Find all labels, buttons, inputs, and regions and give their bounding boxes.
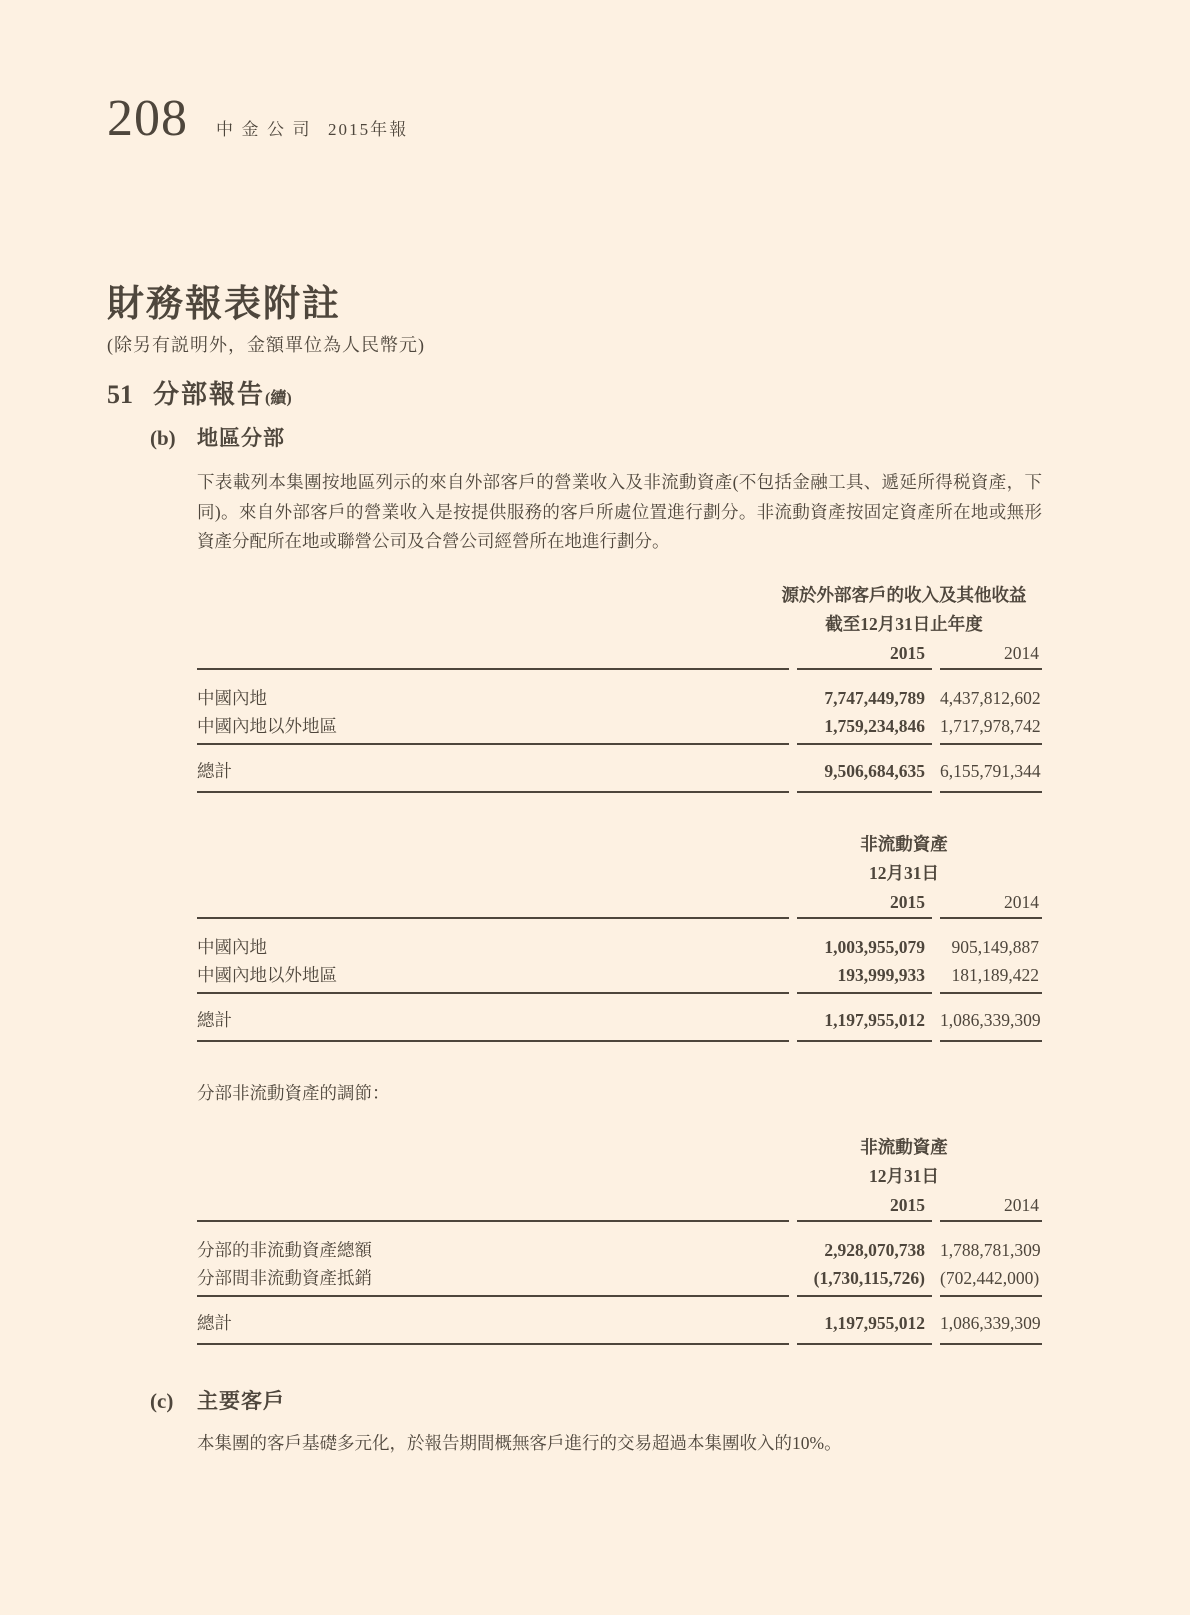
subsection-c-title: 主要客戶 (197, 1388, 285, 1413)
total-row (197, 1006, 1042, 1034)
row-label: 分部間非流動資產抵銷 (197, 1267, 372, 1288)
section-heading (107, 379, 1190, 410)
year-column-2014: 2014 (1004, 1194, 1039, 1215)
table-rule-bottom (197, 791, 1042, 793)
year-header-row (197, 888, 1042, 917)
value-2015: 9,506,684,635 (824, 760, 925, 781)
row-label: 總計 (197, 1312, 232, 1333)
value-2014: 1,717,978,742 (940, 715, 1041, 736)
value-2014: 6,155,791,344 (940, 760, 1041, 781)
total-row (197, 1309, 1042, 1337)
subsection-b-title: 地區分部 (197, 426, 285, 451)
row-label: 中國內地 (197, 687, 267, 708)
year-column-2015: 2015 (890, 1194, 925, 1215)
value-2015: 2,928,070,738 (824, 1239, 925, 1260)
row-label: 總計 (197, 1009, 232, 1030)
row-label: 中國內地以外地區 (197, 715, 337, 736)
page-number: 208 (107, 90, 188, 147)
row-label: 中國內地以外地區 (197, 964, 337, 985)
value-2014: 1,086,339,309 (940, 1009, 1041, 1030)
value-2014: 905,149,887 (951, 936, 1039, 957)
table-row (197, 961, 1042, 989)
year-column-2015: 2015 (890, 891, 925, 912)
noncurrent-assets-table (197, 830, 1042, 1042)
value-2014: 1,086,339,309 (940, 1312, 1041, 1333)
value-2014: 4,437,812,602 (940, 687, 1041, 708)
table-row (197, 933, 1042, 961)
noncurrent-table-header (775, 830, 1033, 888)
value-2014: 1,788,781,309 (940, 1239, 1041, 1260)
row-label: 中國內地 (197, 936, 267, 957)
value-2015: (1,730,115,726) (813, 1267, 925, 1288)
value-2015: 1,197,955,012 (824, 1009, 925, 1030)
section-continued: (續) (265, 390, 292, 408)
value-2015: 1,003,955,079 (824, 936, 925, 957)
subsection-b-heading (150, 422, 1190, 452)
table-header-line2: 截至12月31日止年度 (825, 613, 983, 634)
value-2014: 181,189,422 (951, 964, 1039, 985)
year-column-2014: 2014 (1004, 642, 1039, 663)
table-body (197, 933, 1042, 989)
row-label: 分部的非流動資產總額 (197, 1239, 372, 1260)
page-header (0, 0, 1190, 145)
value-2015: 1,197,955,012 (824, 1312, 925, 1333)
table-rule-top (197, 917, 1042, 919)
year-column-2015: 2015 (890, 642, 925, 663)
row-label: 總計 (197, 760, 232, 781)
section-number: 51 (107, 380, 133, 410)
table-rule-mid (197, 743, 1042, 745)
table-rule-bottom (197, 1040, 1042, 1042)
year-header-row (197, 639, 1042, 668)
table-rule-mid (197, 992, 1042, 994)
subsection-b-label: (b) (150, 426, 176, 451)
table-rule-top (197, 1220, 1042, 1222)
table-header-line2: 12月31日 (869, 1165, 939, 1186)
table-body (197, 1236, 1042, 1292)
value-2014: (702,442,000) (940, 1267, 1040, 1288)
table-header-line1: 源於外部客戶的收入及其他收益 (781, 584, 1027, 605)
table-row (197, 1264, 1042, 1292)
table-header-line1: 非流動資產 (860, 833, 948, 854)
table-body (197, 684, 1042, 740)
spacer (197, 1191, 789, 1220)
table-header-line2: 12月31日 (869, 862, 939, 883)
table-rule-mid (197, 1295, 1042, 1297)
value-2015: 193,999,933 (837, 964, 925, 985)
year-column-2014: 2014 (1004, 891, 1039, 912)
spacer (197, 888, 789, 917)
revenue-table-header (775, 581, 1033, 639)
reconciliation-table-header (775, 1133, 1033, 1191)
revenue-table (197, 581, 1042, 793)
total-row (197, 757, 1042, 785)
year-header-row (197, 1191, 1042, 1220)
subsection-c-label: (c) (150, 1388, 174, 1413)
reconciliation-table (197, 1133, 1042, 1345)
table-row (197, 1236, 1042, 1264)
table-rule-top (197, 668, 1042, 670)
report-year: 2015年報 (328, 120, 409, 139)
table-row (197, 684, 1042, 712)
section-title: 分部報告 (153, 380, 266, 410)
page-subtitle: (除另有説明外，金額單位為人民幣元) (107, 334, 425, 355)
value-2015: 7,747,449,789 (824, 687, 925, 708)
company-name: 中金公司 (216, 120, 318, 139)
reconciliation-intro: 分部非流動資產的調節： (197, 1082, 390, 1103)
table-row (197, 712, 1042, 740)
table-rule-bottom (197, 1343, 1042, 1345)
subsection-c-heading (150, 1385, 1190, 1415)
table-header-line1: 非流動資產 (860, 1136, 948, 1157)
value-2015: 1,759,234,846 (824, 715, 925, 736)
spacer (197, 639, 789, 668)
major-customers-paragraph: 本集團的客戶基礎多元化，於報告期間概無客戶進行的交易超過本集團收入的10%。 (197, 1432, 842, 1453)
geographic-segment-paragraph: 下表載列本集團按地區列示的來自外部客戶的營業收入及非流動資產(不包括金融工具、遞延所得税資產，下同)。來自外部客戶的營業收入是按提供服務的客戶所處位置進行劃分。非流動資產按固定資產所在地或無形資產分配所在地或聯營公司及合營公司經營所在地進行劃分。 (197, 472, 1042, 552)
page-title: 財務報表附註 (107, 284, 341, 325)
